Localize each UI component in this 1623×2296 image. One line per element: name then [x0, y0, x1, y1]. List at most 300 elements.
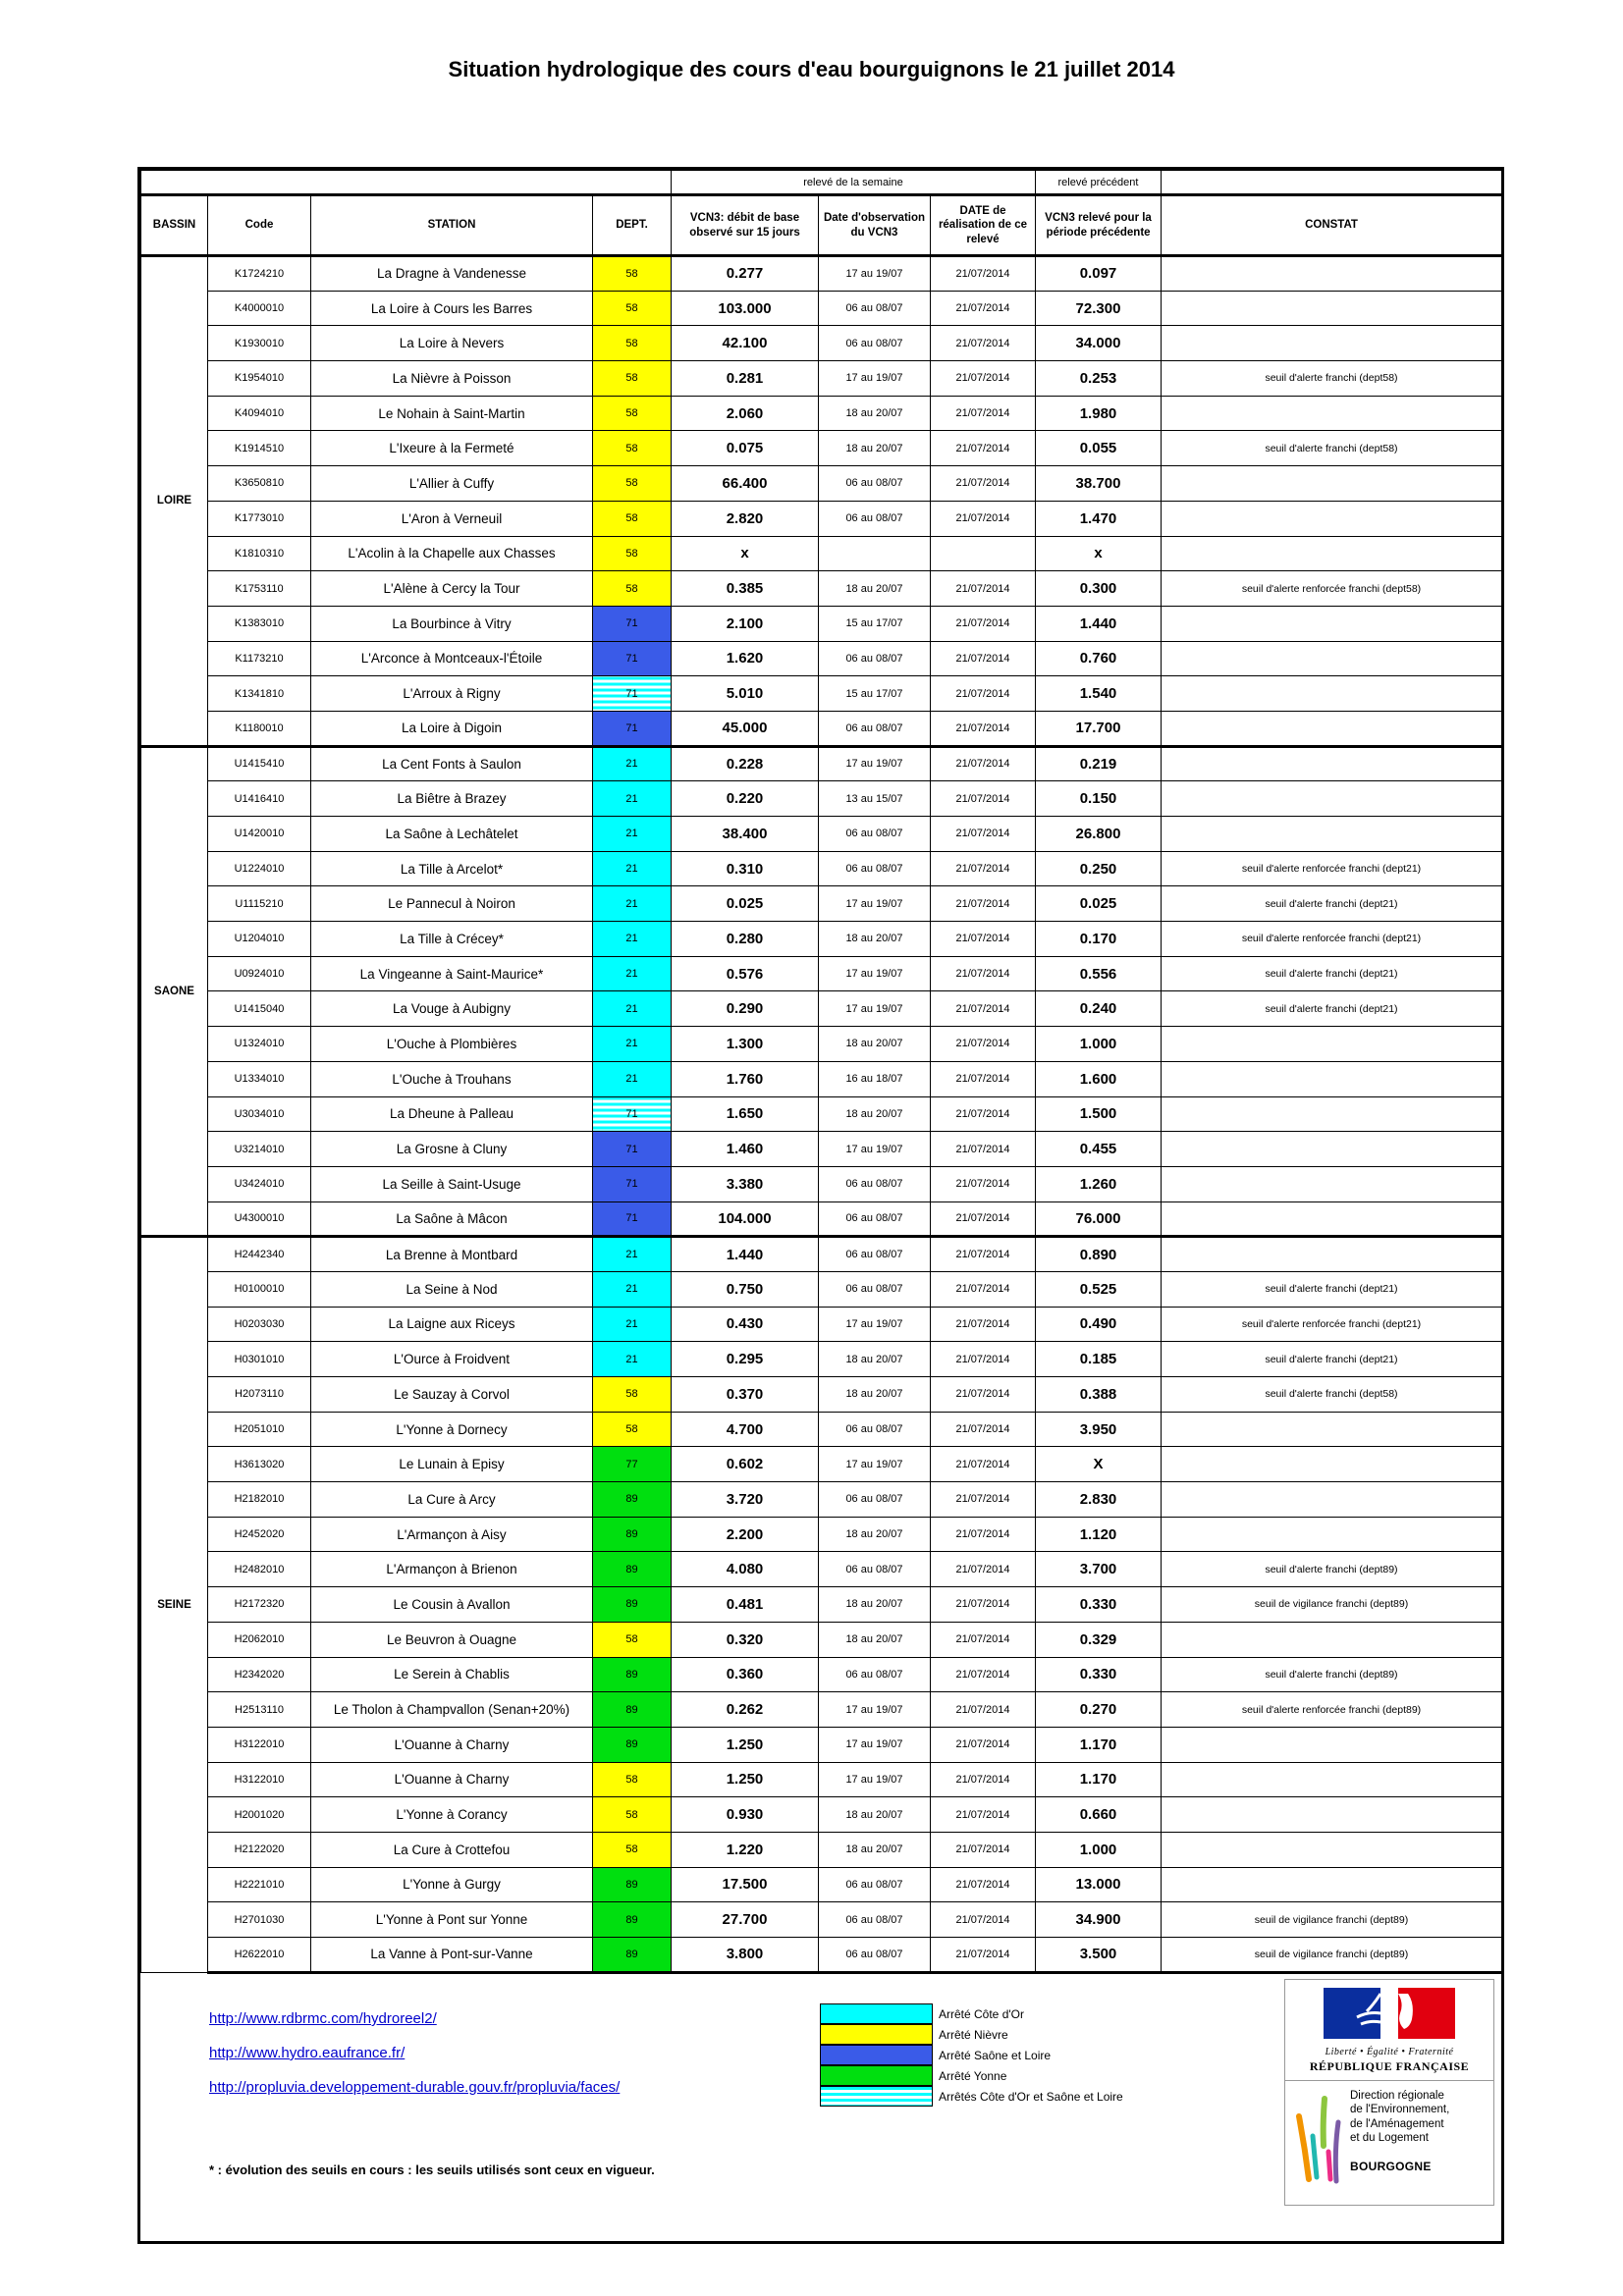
legend-swatch-yellow: [820, 2024, 933, 2045]
cell-dept: 71: [593, 676, 672, 712]
cell-real-date: 21/07/2014: [931, 1307, 1036, 1342]
cell-obs-date: 06 au 08/07: [819, 1938, 931, 1973]
cell-vcn3-prev: X: [1036, 1447, 1162, 1482]
cell-constat: [1162, 1762, 1502, 1797]
table-row: [141, 606, 1502, 641]
cell-real-date: 21/07/2014: [931, 781, 1036, 817]
cell-real-date: 21/07/2014: [931, 1517, 1036, 1552]
cell-real-date: 21/07/2014: [931, 1797, 1036, 1833]
cell-vcn3: 0.750: [672, 1271, 819, 1307]
cell-station: La Dragne à Vandenesse: [311, 256, 593, 292]
cell-obs-date: 18 au 20/07: [819, 1622, 931, 1657]
dreal-logo: [1285, 2081, 1493, 2205]
cell-real-date: 21/07/2014: [931, 1061, 1036, 1096]
cell-real-date: 21/07/2014: [931, 1237, 1036, 1272]
cell-dept: 58: [593, 431, 672, 466]
cell-vcn3-prev: 1.000: [1036, 1027, 1162, 1062]
cell-real-date: 21/07/2014: [931, 1096, 1036, 1132]
cell-obs-date: 06 au 08/07: [819, 1867, 931, 1902]
cell-station: La Dheune à Palleau: [311, 1096, 593, 1132]
cell-vcn3-prev: 1.170: [1036, 1727, 1162, 1762]
cell-dept: 21: [593, 1027, 672, 1062]
cell-dept: 58: [593, 256, 672, 292]
cell-real-date: 21/07/2014: [931, 1762, 1036, 1797]
cell-dept: 58: [593, 396, 672, 431]
cell-code: K1914510: [208, 431, 311, 466]
cell-dept: 58: [593, 1622, 672, 1657]
cell-vcn3-prev: 0.250: [1036, 851, 1162, 886]
cell-dept: 71: [593, 1166, 672, 1201]
cell-dept: 89: [593, 1902, 672, 1938]
hydrology-table: [140, 170, 1502, 1974]
cell-obs-date: 06 au 08/07: [819, 1166, 931, 1201]
table-row: [141, 1692, 1502, 1728]
republique-francaise-logo: [1285, 1980, 1493, 2081]
cell-constat: [1162, 746, 1502, 781]
cell-code: H3122010: [208, 1727, 311, 1762]
cell-obs-date: 06 au 08/07: [819, 1237, 931, 1272]
cell-code: U4300010: [208, 1201, 311, 1237]
cell-real-date: 21/07/2014: [931, 466, 1036, 502]
logo-block: [1284, 1979, 1494, 2206]
cell-constat: [1162, 501, 1502, 536]
cell-bassin: SAONE: [141, 746, 208, 1237]
cell-dept: 21: [593, 1307, 672, 1342]
cell-station: La Saône à Mâcon: [311, 1201, 593, 1237]
cell-real-date: 21/07/2014: [931, 431, 1036, 466]
cell-vcn3-prev: 0.150: [1036, 781, 1162, 817]
table-row: [141, 291, 1502, 326]
table-row: [141, 1096, 1502, 1132]
cell-dept: 21: [593, 922, 672, 957]
cell-code: K3650810: [208, 466, 311, 502]
cell-real-date: 21/07/2014: [931, 991, 1036, 1027]
cell-real-date: 21/07/2014: [931, 571, 1036, 607]
cell-constat: [1162, 1201, 1502, 1237]
cell-code: H2482010: [208, 1552, 311, 1587]
cell-obs-date: 18 au 20/07: [819, 431, 931, 466]
link-propluvia[interactable]: http://propluvia.developpement-durable.gouv.fr/propluvia/faces/: [209, 2079, 621, 2096]
cell-real-date: 21/07/2014: [931, 256, 1036, 292]
legend-label: Arrêtés Côte d'Or et Saône et Loire: [939, 2089, 1123, 2104]
cell-vcn3: 103.000: [672, 291, 819, 326]
cell-real-date: 21/07/2014: [931, 1377, 1036, 1413]
cell-dept: 58: [593, 291, 672, 326]
cell-vcn3: 0.385: [672, 571, 819, 607]
cell-code: K1753110: [208, 571, 311, 607]
cell-obs-date: 15 au 17/07: [819, 606, 931, 641]
cell-station: L'Yonne à Gurgy: [311, 1867, 593, 1902]
cell-obs-date: 17 au 19/07: [819, 991, 931, 1027]
table-row: [141, 1412, 1502, 1447]
cell-dept: 21: [593, 817, 672, 852]
table-row: [141, 466, 1502, 502]
cell-vcn3: 1.250: [672, 1762, 819, 1797]
cell-station: La Tille à Crécey*: [311, 922, 593, 957]
cell-obs-date: 06 au 08/07: [819, 1552, 931, 1587]
cell-vcn3: 27.700: [672, 1902, 819, 1938]
cell-real-date: 21/07/2014: [931, 851, 1036, 886]
page-title: Situation hydrologique des cours d'eau bourguignons le 21 juillet 2014: [448, 57, 1175, 81]
cell-vcn3-prev: 0.329: [1036, 1622, 1162, 1657]
cell-dept: 71: [593, 1132, 672, 1167]
cell-vcn3-prev: 1.440: [1036, 606, 1162, 641]
cell-vcn3-prev: 38.700: [1036, 466, 1162, 502]
cell-vcn3-prev: 72.300: [1036, 291, 1162, 326]
cell-station: La Laigne aux Riceys: [311, 1307, 593, 1342]
cell-dept: 58: [593, 501, 672, 536]
cell-vcn3: 1.300: [672, 1027, 819, 1062]
cell-code: H2051010: [208, 1412, 311, 1447]
cell-vcn3: 0.025: [672, 886, 819, 922]
band-empty-right: [1162, 171, 1502, 195]
cell-vcn3-prev: 0.660: [1036, 1797, 1162, 1833]
cell-vcn3-prev: 0.025: [1036, 886, 1162, 922]
cell-vcn3: 0.280: [672, 922, 819, 957]
cell-code: U1324010: [208, 1027, 311, 1062]
cell-vcn3-prev: 0.055: [1036, 431, 1162, 466]
cell-vcn3: 42.100: [672, 326, 819, 361]
cell-vcn3-prev: 1.500: [1036, 1096, 1162, 1132]
cell-real-date: 21/07/2014: [931, 1657, 1036, 1692]
cell-bassin: SEINE: [141, 1237, 208, 1972]
cell-dept: 58: [593, 571, 672, 607]
cell-obs-date: 06 au 08/07: [819, 466, 931, 502]
table-row: [141, 1237, 1502, 1272]
cell-real-date: 21/07/2014: [931, 676, 1036, 712]
cell-constat: seuil d'alerte franchi (dept58): [1162, 361, 1502, 397]
cell-dept: 89: [593, 1692, 672, 1728]
cell-obs-date: 17 au 19/07: [819, 956, 931, 991]
cell-vcn3: 2.820: [672, 501, 819, 536]
cell-code: H2172320: [208, 1587, 311, 1623]
cell-vcn3: 4.080: [672, 1552, 819, 1587]
cell-constat: [1162, 1061, 1502, 1096]
table-row: [141, 1938, 1502, 1973]
cell-real-date: 21/07/2014: [931, 1692, 1036, 1728]
cell-constat: [1162, 1096, 1502, 1132]
table-row: [141, 817, 1502, 852]
cell-obs-date: 18 au 20/07: [819, 1832, 931, 1867]
cell-obs-date: 17 au 19/07: [819, 1307, 931, 1342]
cell-station: Le Serein à Chablis: [311, 1657, 593, 1692]
cell-real-date: 21/07/2014: [931, 1552, 1036, 1587]
cell-vcn3-prev: 1.000: [1036, 1832, 1162, 1867]
cell-obs-date: 17 au 19/07: [819, 1692, 931, 1728]
cell-vcn3: 0.220: [672, 781, 819, 817]
cell-vcn3: 2.100: [672, 606, 819, 641]
table-row: [141, 1867, 1502, 1902]
cell-station: La Cent Fonts à Saulon: [311, 746, 593, 781]
cell-obs-date: 06 au 08/07: [819, 1412, 931, 1447]
cell-station: L'Armançon à Aisy: [311, 1517, 593, 1552]
cell-dept: 58: [593, 1832, 672, 1867]
cell-dept: 71: [593, 1096, 672, 1132]
cell-dept: 71: [593, 641, 672, 676]
cell-dept: 58: [593, 326, 672, 361]
cell-station: La Cure à Crottefou: [311, 1832, 593, 1867]
cell-constat: seuil d'alerte franchi (dept21): [1162, 956, 1502, 991]
cell-dept: 89: [593, 1938, 672, 1973]
cell-station: La Bourbince à Vitry: [311, 606, 593, 641]
cell-code: H0301010: [208, 1342, 311, 1377]
legend-item: [820, 2003, 1123, 2024]
cell-station: Le Cousin à Avallon: [311, 1587, 593, 1623]
cell-constat: [1162, 326, 1502, 361]
table-row: [141, 1271, 1502, 1307]
cell-dept: 21: [593, 781, 672, 817]
table-row: [141, 1727, 1502, 1762]
cell-constat: seuil d'alerte franchi (dept21): [1162, 991, 1502, 1027]
cell-constat: seuil d'alerte franchi (dept21): [1162, 1342, 1502, 1377]
cell-code: U1115210: [208, 886, 311, 922]
cell-vcn3-prev: 17.700: [1036, 711, 1162, 746]
cell-vcn3-prev: 1.470: [1036, 501, 1162, 536]
cell-code: U1204010: [208, 922, 311, 957]
cell-code: U1416410: [208, 781, 311, 817]
table-row: [141, 571, 1502, 607]
cell-vcn3: 0.295: [672, 1342, 819, 1377]
cell-vcn3-prev: 0.525: [1036, 1271, 1162, 1307]
cell-station: L'Ource à Froidvent: [311, 1342, 593, 1377]
legend-label: Arrêté Nièvre: [939, 2027, 1008, 2042]
cell-code: K1383010: [208, 606, 311, 641]
cell-vcn3-prev: 0.388: [1036, 1377, 1162, 1413]
cell-constat: [1162, 641, 1502, 676]
col-station: STATION: [311, 195, 593, 256]
col-vcn3-prev: VCN3 relevé pour la période précédente: [1036, 195, 1162, 256]
legend-label: Arrêté Saône et Loire: [939, 2048, 1052, 2062]
cell-obs-date: 06 au 08/07: [819, 501, 931, 536]
cell-constat: [1162, 1237, 1502, 1272]
cell-vcn3-prev: 0.185: [1036, 1342, 1162, 1377]
cell-station: L'Ouanne à Charny: [311, 1727, 593, 1762]
cell-station: La Vouge à Aubigny: [311, 991, 593, 1027]
cell-code: K1341810: [208, 676, 311, 712]
cell-constat: [1162, 256, 1502, 292]
cell-code: H2442340: [208, 1237, 311, 1272]
cell-real-date: 21/07/2014: [931, 1482, 1036, 1518]
cell-station: La Vanne à Pont-sur-Vanne: [311, 1938, 593, 1973]
cell-vcn3: 66.400: [672, 466, 819, 502]
cell-vcn3-prev: 0.219: [1036, 746, 1162, 781]
cell-obs-date: 18 au 20/07: [819, 571, 931, 607]
cell-real-date: 21/07/2014: [931, 396, 1036, 431]
cell-vcn3: 3.800: [672, 1938, 819, 1973]
cell-constat: [1162, 1447, 1502, 1482]
cell-station: L'Yonne à Pont sur Yonne: [311, 1902, 593, 1938]
cell-dept: 21: [593, 886, 672, 922]
table-row: [141, 1027, 1502, 1062]
col-obs-date: Date d'observation du VCN3: [819, 195, 931, 256]
cell-station: La Loire à Nevers: [311, 326, 593, 361]
cell-vcn3: 0.290: [672, 991, 819, 1027]
cell-constat: [1162, 1482, 1502, 1518]
rf-motto: Liberté • Égalité • Fraternité: [1325, 2047, 1454, 2057]
cell-vcn3-prev: 0.253: [1036, 361, 1162, 397]
cell-code: H0100010: [208, 1271, 311, 1307]
cell-obs-date: 06 au 08/07: [819, 1271, 931, 1307]
legend-swatch-green: [820, 2065, 933, 2086]
cell-obs-date: 06 au 08/07: [819, 817, 931, 852]
legend-item: [820, 2065, 1123, 2086]
legend: [820, 2003, 1123, 2107]
cell-station: L'Allier à Cuffy: [311, 466, 593, 502]
cell-dept: 21: [593, 991, 672, 1027]
cell-vcn3: 0.602: [672, 1447, 819, 1482]
link-hydroreel[interactable]: http://www.rdbrmc.com/hydroreel2/: [209, 2010, 437, 2027]
cell-real-date: 21/07/2014: [931, 1832, 1036, 1867]
table-row: [141, 1902, 1502, 1938]
legend-swatch-cyan: [820, 2003, 933, 2024]
cell-obs-date: 18 au 20/07: [819, 1517, 931, 1552]
cell-constat: seuil d'alerte franchi (dept89): [1162, 1657, 1502, 1692]
cell-vcn3: 1.460: [672, 1132, 819, 1167]
cell-obs-date: 06 au 08/07: [819, 851, 931, 886]
cell-vcn3: 0.277: [672, 256, 819, 292]
cell-code: H2452020: [208, 1517, 311, 1552]
cell-constat: [1162, 1412, 1502, 1447]
cell-dept: 77: [593, 1447, 672, 1482]
cell-station: L'Alène à Cercy la Tour: [311, 571, 593, 607]
cell-obs-date: 06 au 08/07: [819, 1201, 931, 1237]
cell-vcn3: 5.010: [672, 676, 819, 712]
cell-station: L'Ixeure à la Fermeté: [311, 431, 593, 466]
cell-vcn3-prev: 0.240: [1036, 991, 1162, 1027]
cell-real-date: 21/07/2014: [931, 1132, 1036, 1167]
cell-real-date: 21/07/2014: [931, 711, 1036, 746]
dreal-line: de l'Environnement,: [1350, 2104, 1450, 2116]
cell-dept: 58: [593, 1797, 672, 1833]
cell-real-date: 21/07/2014: [931, 1027, 1036, 1062]
cell-dept: 71: [593, 1201, 672, 1237]
table-row: [141, 361, 1502, 397]
cell-obs-date: 18 au 20/07: [819, 1797, 931, 1833]
cell-obs-date: 17 au 19/07: [819, 886, 931, 922]
cell-constat: seuil de vigilance franchi (dept89): [1162, 1587, 1502, 1623]
table-row: [141, 501, 1502, 536]
cell-vcn3: 0.310: [672, 851, 819, 886]
cell-real-date: 21/07/2014: [931, 956, 1036, 991]
cell-vcn3: 0.576: [672, 956, 819, 991]
cell-vcn3: 0.075: [672, 431, 819, 466]
cell-station: La Nièvre à Poisson: [311, 361, 593, 397]
cell-station: La Seille à Saint-Usuge: [311, 1166, 593, 1201]
legend-label: Arrêté Yonne: [939, 2068, 1007, 2083]
cell-vcn3-prev: 13.000: [1036, 1867, 1162, 1902]
cell-station: La Grosne à Cluny: [311, 1132, 593, 1167]
cell-real-date: 21/07/2014: [931, 291, 1036, 326]
table-row: [141, 1552, 1502, 1587]
cell-code: K1954010: [208, 361, 311, 397]
cell-dept: 89: [593, 1727, 672, 1762]
cell-station: L'Aron à Verneuil: [311, 501, 593, 536]
table-row: [141, 1201, 1502, 1237]
table-row: [141, 781, 1502, 817]
cell-dept: 89: [593, 1587, 672, 1623]
table-row: [141, 676, 1502, 712]
table-row: [141, 1132, 1502, 1167]
table-row: [141, 956, 1502, 991]
table-row: [141, 1587, 1502, 1623]
col-constat: CONSTAT: [1162, 195, 1502, 256]
cell-dept: 71: [593, 711, 672, 746]
cell-real-date: 21/07/2014: [931, 1412, 1036, 1447]
cell-code: U1415410: [208, 746, 311, 781]
cell-real-date: 21/07/2014: [931, 1902, 1036, 1938]
cell-station: Le Beuvron à Ouagne: [311, 1622, 593, 1657]
cell-vcn3-prev: 0.455: [1036, 1132, 1162, 1167]
cell-constat: [1162, 291, 1502, 326]
threshold-note: * : évolution des seuils en cours : les seuils utilisés sont ceux en vigueur.: [209, 2163, 655, 2177]
table-row: [141, 1762, 1502, 1797]
table-row: [141, 1832, 1502, 1867]
cell-constat: [1162, 1166, 1502, 1201]
col-bassin: BASSIN: [141, 195, 208, 256]
cell-vcn3: 1.650: [672, 1096, 819, 1132]
cell-dept: 21: [593, 851, 672, 886]
table-row: [141, 326, 1502, 361]
table-row: [141, 1447, 1502, 1482]
cell-obs-date: 18 au 20/07: [819, 1027, 931, 1062]
col-real-date: DATE de réalisation de ce relevé: [931, 195, 1036, 256]
cell-station: L'Armançon à Brienon: [311, 1552, 593, 1587]
cell-station: La Biêtre à Brazey: [311, 781, 593, 817]
cell-real-date: 21/07/2014: [931, 641, 1036, 676]
cell-obs-date: 18 au 20/07: [819, 396, 931, 431]
cell-real-date: 21/07/2014: [931, 817, 1036, 852]
footer-links: [209, 2002, 620, 2105]
cell-code: K4094010: [208, 396, 311, 431]
cell-constat: seuil d'alerte franchi (dept21): [1162, 1271, 1502, 1307]
cell-constat: [1162, 1867, 1502, 1902]
col-code: Code: [208, 195, 311, 256]
cell-constat: seuil d'alerte renforcée franchi (dept21): [1162, 1307, 1502, 1342]
cell-vcn3: 0.481: [672, 1587, 819, 1623]
cell-code: H3122010: [208, 1762, 311, 1797]
cell-obs-date: 18 au 20/07: [819, 922, 931, 957]
link-eaufrance[interactable]: http://www.hydro.eaufrance.fr/: [209, 2045, 406, 2061]
cell-vcn3: 1.440: [672, 1237, 819, 1272]
band-row: [141, 171, 1502, 195]
cell-station: Le Pannecul à Noiron: [311, 886, 593, 922]
cell-real-date: 21/07/2014: [931, 1622, 1036, 1657]
cell-vcn3: 1.250: [672, 1727, 819, 1762]
cell-vcn3-prev: x: [1036, 536, 1162, 571]
cell-constat: [1162, 1622, 1502, 1657]
table-row: [141, 922, 1502, 957]
band-empty-left: [141, 171, 672, 195]
cell-dept: 21: [593, 1342, 672, 1377]
cell-dept: 21: [593, 956, 672, 991]
cell-constat: [1162, 781, 1502, 817]
cell-vcn3: 1.220: [672, 1832, 819, 1867]
cell-vcn3: 1.760: [672, 1061, 819, 1096]
cell-obs-date: 17 au 19/07: [819, 361, 931, 397]
cell-code: H0203030: [208, 1307, 311, 1342]
cell-dept: 21: [593, 1061, 672, 1096]
cell-dept: 89: [593, 1867, 672, 1902]
cell-obs-date: 06 au 08/07: [819, 326, 931, 361]
cell-code: H2073110: [208, 1377, 311, 1413]
table-row: [141, 1061, 1502, 1096]
cell-constat: seuil d'alerte renforcée franchi (dept21): [1162, 851, 1502, 886]
cell-station: L'Acolin à la Chapelle aux Chasses: [311, 536, 593, 571]
table-row: [141, 396, 1502, 431]
cell-station: La Saône à Lechâtelet: [311, 817, 593, 852]
cell-vcn3-prev: 3.500: [1036, 1938, 1162, 1973]
table-row: [141, 431, 1502, 466]
